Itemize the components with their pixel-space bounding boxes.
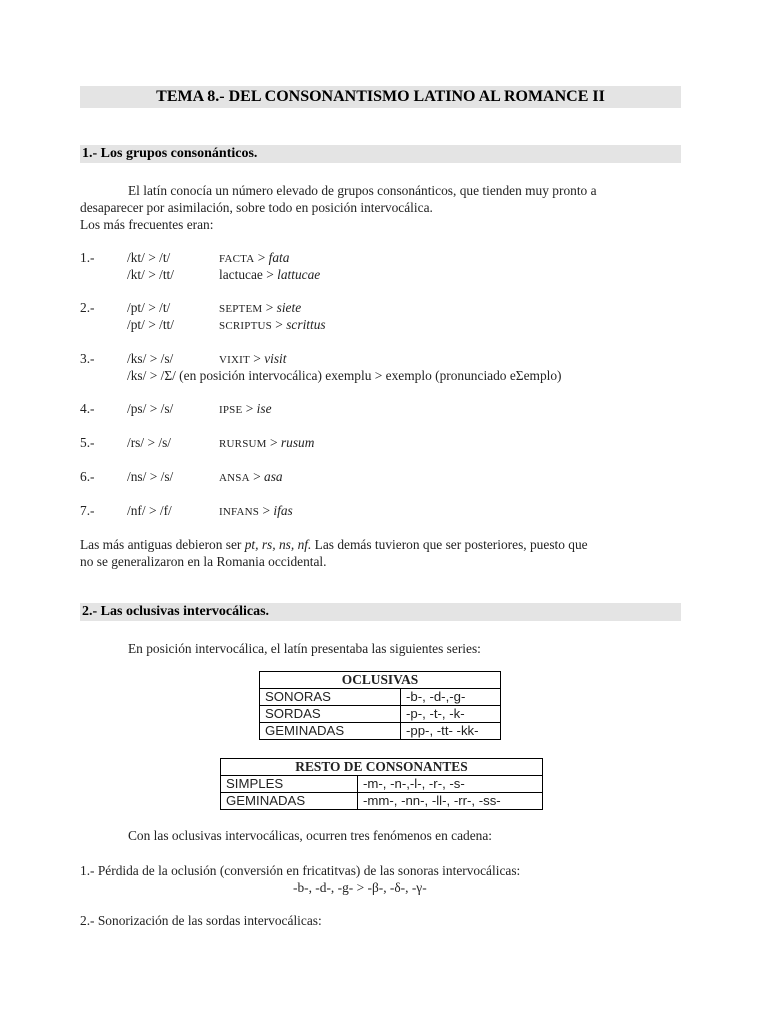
group-example: FACTA > fata <box>219 250 290 265</box>
table-row <box>260 723 501 740</box>
group-rule: /rs/ > /s/ <box>127 435 172 450</box>
latin-word: IPSE <box>219 404 243 416</box>
conclusion-line-1 <box>80 536 681 553</box>
intro-line-3: Los más frecuentes eran: <box>80 217 214 232</box>
table-cell: -m-, -n-,-l-, -r-, -s- <box>358 776 543 793</box>
group-number: 1.- <box>80 250 95 265</box>
table-cell: SORDAS <box>260 706 401 723</box>
latin-word: SCRIPTUS <box>219 320 272 332</box>
group-example: ANSA > asa <box>219 469 283 484</box>
group-example: SEPTEM > siete <box>219 300 302 315</box>
group-number: 6.- <box>80 469 95 484</box>
group-extra-rule: /ks/ > /Σ/ (en posición intervocálica) exemplu > exemplo (pronunciado eΣemplo) <box>127 368 562 383</box>
latin-word: FACTA <box>219 253 255 265</box>
conclusion-text-b: Las demás tuvieron que ser posteriores, puesto que <box>311 537 588 552</box>
group-example: SCRIPTUS > scrittus <box>219 317 326 332</box>
table-cell: -pp-, -tt- -kk- <box>401 723 501 740</box>
resto-consonantes-table <box>220 758 543 810</box>
table-cell: -mm-, -nn-, -ll-, -rr-, -ss- <box>358 793 543 810</box>
romance-result: rusum <box>280 435 315 450</box>
section-2-intro: En posición intervocálica, el latín presentaba las siguientes series: <box>128 641 481 656</box>
group-rule: /kt/ > /tt/ <box>127 267 174 282</box>
oclusivas-table-header: OCLUSIVAS <box>260 672 501 689</box>
table-row <box>260 706 501 723</box>
latin-word: VIXIT <box>219 354 250 366</box>
group-example: INFANS > ifas <box>219 503 293 518</box>
point-1: 1.- Pérdida de la oclusión (conversión en fricatitvas) de las sonoras intervocálicas: <box>80 863 521 878</box>
group-rule: /nf/ > /f/ <box>127 503 172 518</box>
group-number: 4.- <box>80 401 95 416</box>
conclusion-italic: pt, rs, ns, nf. <box>244 537 312 552</box>
resto-table-header: RESTO DE CONSONANTES <box>221 759 543 776</box>
group-number: 2.- <box>80 300 95 315</box>
romance-result: asa <box>264 469 283 484</box>
romance-result: visit <box>264 351 287 366</box>
latin-word: lactucae <box>219 267 263 282</box>
romance-result: siete <box>276 300 302 315</box>
group-number: 5.- <box>80 435 95 450</box>
point-2: 2.- Sonorización de las sordas intervocálicas: <box>80 913 322 928</box>
romance-result: ifas <box>273 503 293 518</box>
table-cell: SIMPLES <box>221 776 358 793</box>
section-1-heading: 1.- Los grupos consonánticos. <box>80 145 681 163</box>
romance-result: scrittus <box>286 317 326 332</box>
intro-line-1: El latín conocía un número elevado de grupos consonánticos, que tienden muy pronto a <box>128 183 597 198</box>
table-cell: -p-, -t-, -k- <box>401 706 501 723</box>
group-number: 7.- <box>80 503 95 518</box>
group-example: RURSUM > rusum <box>219 435 315 450</box>
table-cell: SONORAS <box>260 689 401 706</box>
group-example: lactucae > lattucae <box>219 267 321 282</box>
latin-word: RURSUM <box>219 438 267 450</box>
conclusion-text-a: Las más antiguas debieron ser <box>80 537 245 552</box>
intro-line-2: desaparecer por asimilación, sobre todo en posición intervocálica. <box>80 200 433 215</box>
table-row <box>221 776 543 793</box>
section-2-heading: 2.- Las oclusivas intervocálicas. <box>80 603 681 621</box>
romance-result: ise <box>256 401 272 416</box>
page-title: TEMA 8.- DEL CONSONANTISMO LATINO AL ROMANCE II <box>80 86 681 108</box>
group-rule: /ps/ > /s/ <box>127 401 174 416</box>
group-rule: /kt/ > /t/ <box>127 250 171 265</box>
group-rule: /ks/ > /s/ <box>127 351 174 366</box>
group-example: IPSE > ise <box>219 401 272 416</box>
conclusion-line-2: no se generalizaron en la Romania occidental. <box>80 554 327 569</box>
group-rule: /pt/ > /t/ <box>127 300 171 315</box>
romance-result: fata <box>268 250 290 265</box>
table-row <box>260 689 501 706</box>
oclusivas-table <box>259 671 501 740</box>
table-cell: GEMINADAS <box>260 723 401 740</box>
group-example: VIXIT > visit <box>219 351 287 366</box>
chain-intro: Con las oclusivas intervocálicas, ocurren tres fenómenos en cadena: <box>128 828 493 843</box>
point-1-formula: -b-, -d-, -g- > -β-, -δ-, -γ- <box>293 880 427 895</box>
latin-word: SEPTEM <box>219 303 263 315</box>
latin-word: INFANS <box>219 506 260 518</box>
group-rule: /pt/ > /tt/ <box>127 317 174 332</box>
latin-word: ANSA <box>219 472 250 484</box>
romance-result: lattucae <box>277 267 321 282</box>
table-row <box>221 793 543 810</box>
table-cell: -b-, -d-,-g- <box>401 689 501 706</box>
table-cell: GEMINADAS <box>221 793 358 810</box>
group-number: 3.- <box>80 351 95 366</box>
group-rule: /ns/ > /s/ <box>127 469 174 484</box>
